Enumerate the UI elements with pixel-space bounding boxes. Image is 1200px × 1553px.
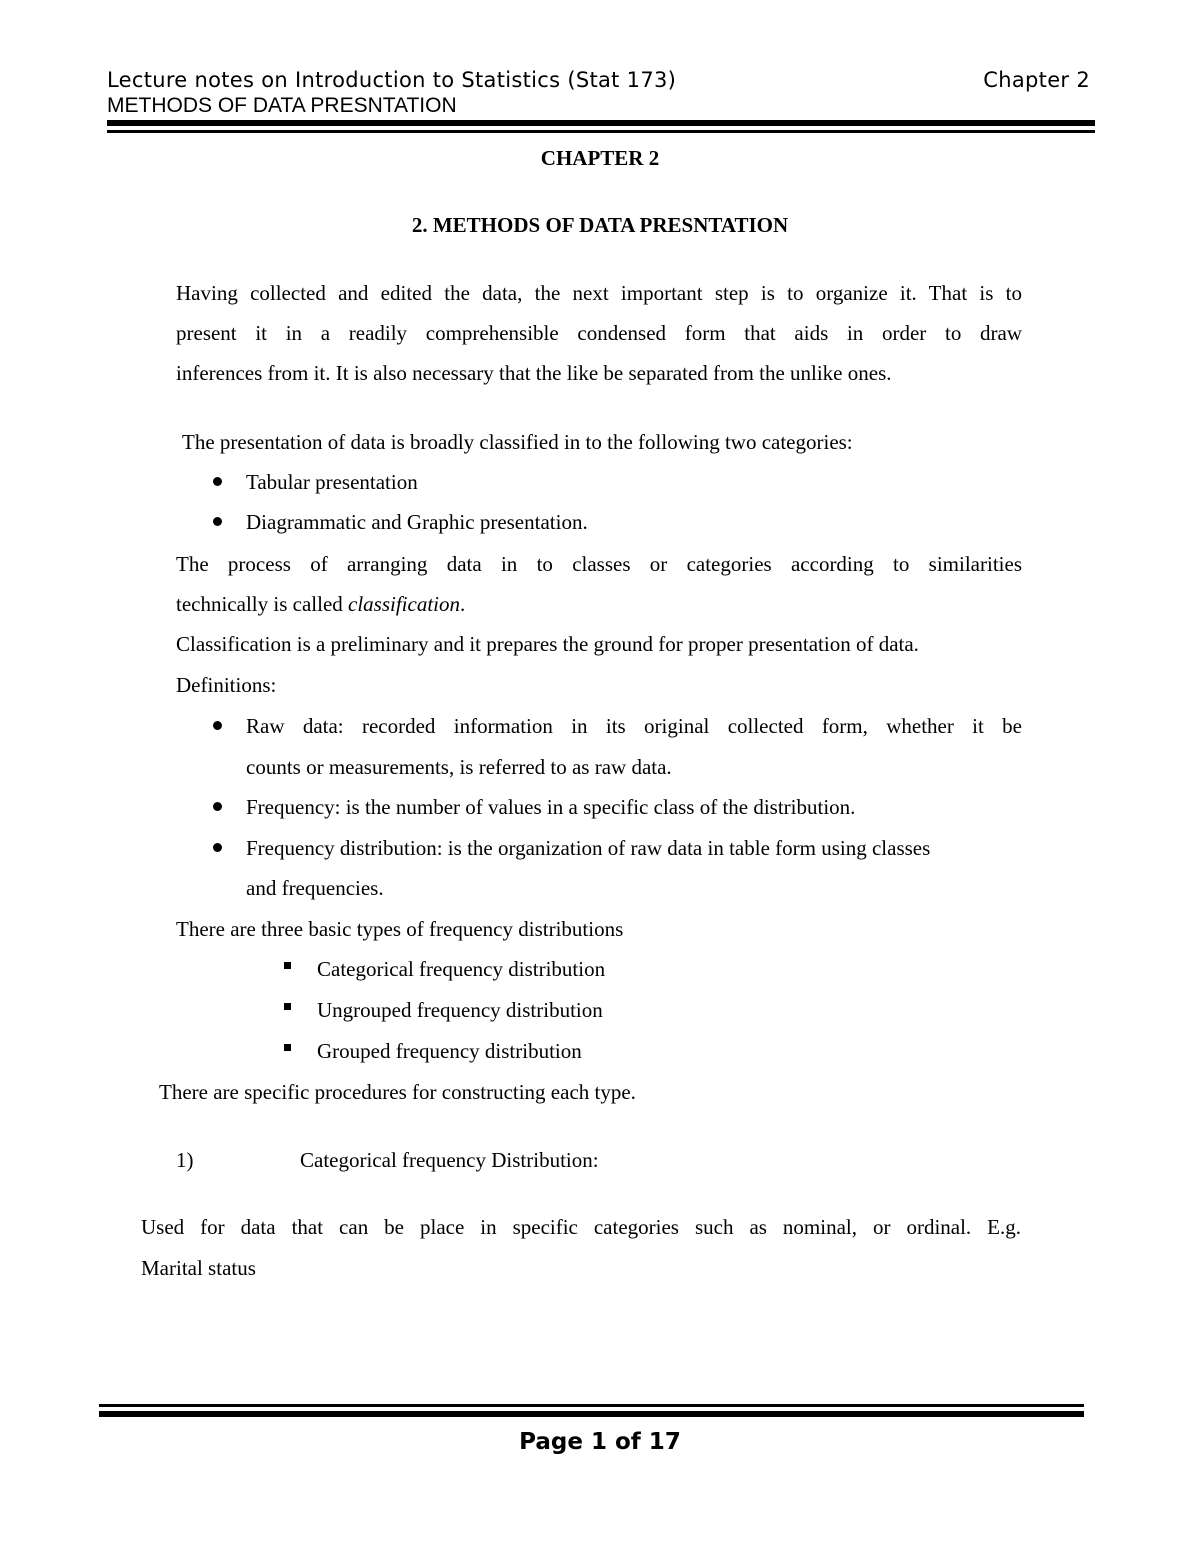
classification-suffix: . [460, 592, 466, 616]
intro-line-1: Having collected and edited the data, the next important step is to organize it. That is to [176, 281, 1022, 305]
bullet-dot-icon [213, 802, 222, 811]
footer-rule-thick [99, 1411, 1084, 1417]
presentation-type-tabular: Tabular presentation [246, 470, 418, 494]
classification-note: Classification is a preliminary and it prepares the ground for proper presentation of data. [176, 632, 919, 656]
distribution-type-grouped: Grouped frequency distribution [317, 1039, 582, 1063]
bullet-dot-icon [213, 721, 222, 730]
usage-line-2: Marital status [141, 1256, 256, 1280]
distribution-type-ungrouped: Ungrouped frequency distribution [317, 998, 603, 1022]
numbered-item-title: Categorical frequency Distribution: [300, 1148, 599, 1172]
definition-frequency-distribution-line-2: and frequencies. [246, 876, 384, 900]
numbered-item-number: 1) [176, 1148, 194, 1172]
bullet-square-icon [284, 962, 291, 969]
classification-line-2 [176, 591, 465, 617]
definitions-label: Definitions: [176, 673, 277, 697]
chapter-heading: CHAPTER 2 [540, 146, 660, 170]
page-number: Page 1 of 17 [519, 1429, 681, 1455]
classification-term: classification [348, 592, 461, 616]
definition-raw-data-line-1: Raw data: recorded information in its original collected form, whether it be [246, 714, 1022, 738]
bullet-dot-icon [213, 477, 222, 486]
footer-rule-thin [99, 1404, 1084, 1407]
bullet-dot-icon [213, 843, 222, 852]
bullet-square-icon [284, 1003, 291, 1010]
definition-raw-data-line-2: counts or measurements, is referred to as raw data. [246, 755, 672, 779]
header-rule-thin [107, 130, 1095, 133]
classification-prefix: technically is called [176, 592, 349, 616]
header-rule-thick [107, 120, 1095, 126]
usage-line-1: Used for data that can be place in specific categories such as nominal, or ordinal. E.g. [141, 1215, 1021, 1239]
types-intro: There are three basic types of frequency distributions [176, 917, 624, 941]
section-heading: 2. METHODS OF DATA PRESNTATION [411, 213, 789, 237]
intro-line-3: inferences from it. It is also necessary that the like be separated from the unlike ones. [176, 361, 892, 385]
bullet-dot-icon [213, 517, 222, 526]
header-subtitle: METHODS OF DATA PRESNTATION [107, 94, 457, 117]
header-title: Lecture notes on Introduction to Statistics (Stat 173) [107, 68, 677, 92]
definition-frequency-distribution-line-1: Frequency distribution: is the organization of raw data in table form using classes [246, 836, 931, 860]
intro-line-2: present it in a readily comprehensible condensed form that aids in order to draw [176, 321, 1022, 345]
definition-frequency: Frequency: is the number of values in a specific class of the distribution. [246, 795, 856, 819]
header-chapter: Chapter 2 [983, 68, 1090, 92]
distribution-type-categorical: Categorical frequency distribution [317, 957, 606, 981]
presentation-type-diagrammatic: Diagrammatic and Graphic presentation. [246, 510, 588, 534]
classification-line-1: The process of arranging data in to classes or categories according to similarities [176, 552, 1022, 576]
procedures-note: There are specific procedures for constructing each type. [159, 1080, 636, 1104]
bullet-square-icon [284, 1044, 291, 1051]
presentation-intro: The presentation of data is broadly classified in to the following two categories: [182, 430, 853, 454]
